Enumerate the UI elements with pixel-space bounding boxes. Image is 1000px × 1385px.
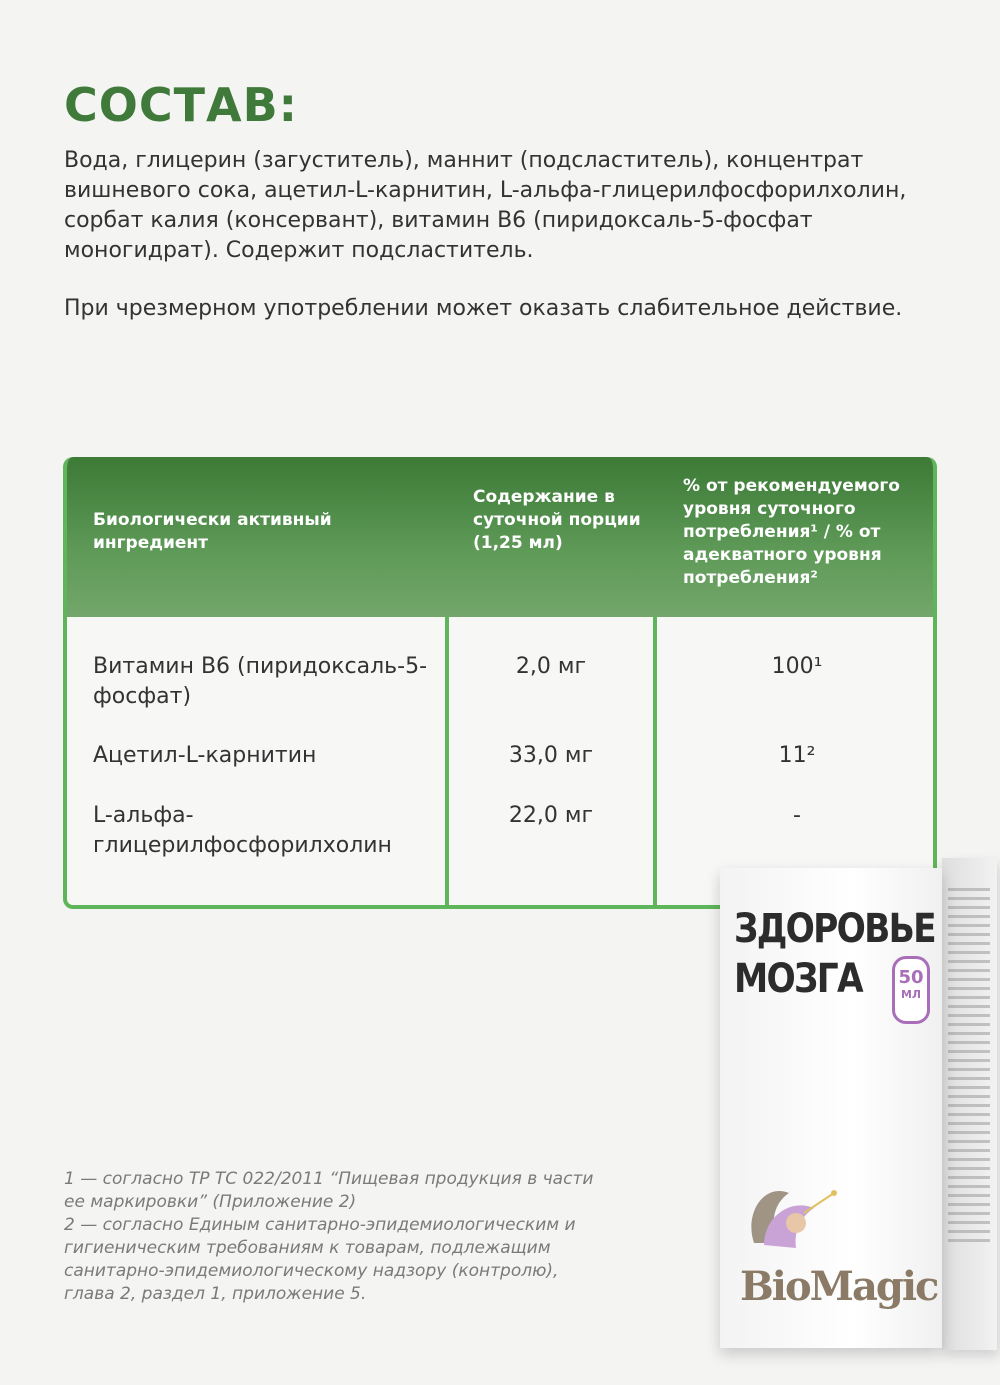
row-1-ingredient: Витамин В6 (пиридоксаль-5-фосфат) [93,654,428,709]
volume-number: 50 [898,967,924,988]
footnotes [64,1168,604,1306]
composition-text: Вода, глицерин (загуститель), маннит (подсластитель), концентрат вишневого сока, ацетил-L-карнитин, L-альфа-глицерилфосфорилхолин, сорбат калия (консервант), витамин В6 (пиридоксаль-5-фосфат моногидрат). Содержит подсластитель. [64,148,907,263]
box-side-panel [942,858,997,1350]
table-header [63,457,937,617]
box-front-panel [720,868,942,1348]
row-1-percent: 100¹ [771,654,823,679]
row-3-ingredient: L-альфа-глицерилфосфорилхолин [93,803,392,858]
row-3-percent: - [793,803,801,828]
product-box-image [712,858,1000,1358]
header-ingredient: Биологически активный ингредиент [93,510,332,553]
brand-name: BioMagic [740,1263,938,1310]
row-3-amount: 22,0 мг [508,803,594,828]
product-title: ЗДОРОВЬЕ МОЗГА [734,906,935,1002]
row-2-percent: 11² [778,743,816,768]
row-2-ingredient: Ацетил-L-карнитин [93,743,317,768]
row-1-amount: 2,0 мг [515,654,587,679]
page-title: СОСТАВ: [64,78,299,132]
row-2-amount: 33,0 мг [508,743,594,768]
header-amount: Содержание в суточной порции (1,25 мл) [473,487,641,553]
volume-unit: МЛ [900,988,922,1001]
footnote-2: 2 — согласно Единым санитарно-эпидемиологическим и гигиеническим требованиям к товарам, подлежащим санитарно-эпидемиологическому надзору (контролю), глава 2, раздел 1, приложение 5. [64,1215,576,1304]
warning-text: При чрезмерном употреблении может оказать слабительное действие. [64,296,903,321]
nutrition-table [63,457,937,909]
volume-badge [892,956,930,1024]
header-percent: % от рекомендуемого уровня суточного потребления¹ / % от адекватного уровня потребления² [683,476,900,588]
brand-logo-icon [734,1173,844,1273]
footnote-1: 1 — согласно ТР ТС 022/2011 “Пищевая продукция в части ее маркировки” (Приложение 2) [64,1169,594,1212]
